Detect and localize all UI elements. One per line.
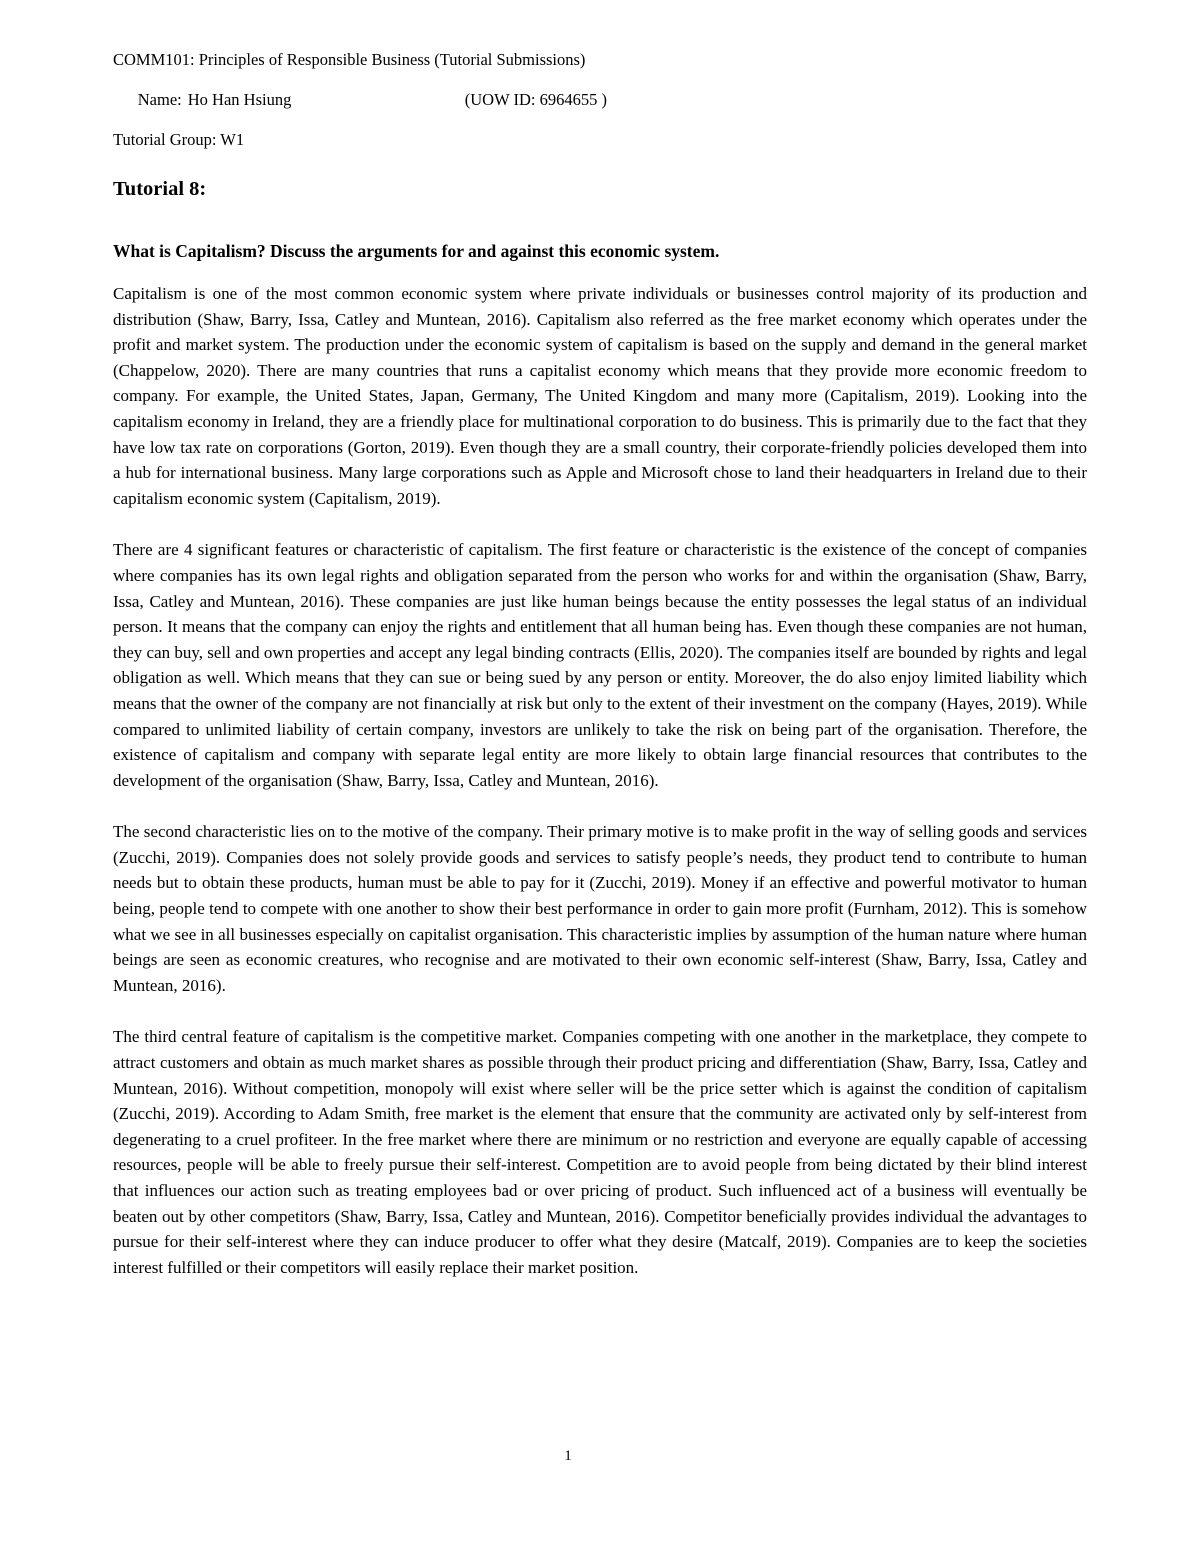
- paragraph-second-characteristic: The second characteristic lies on to the motive of the company. Their primary motive is to make profit in the way of selling goods and services (Zucchi, 2019). Companies does not solely provide goods and services to satisfy people’s needs, they product tend to contribute to human needs but to obtain these products, human must be able to pay for it (Zucchi, 2019). Money if an effective and powerful motivator to human being, people tend to compete with one another to show their best performance in order to gain more profit (Furnham, 2012). This is somehow what we see in all businesses especially on capitalist organisation. This characteristic implies by assumption of the human nature where human beings are seen as economic creatures, who recognise and are motivated to their own economic self-interest (Shaw, Barry, Issa, Catley and Muntean, 2016).: [113, 822, 1087, 995]
- name-label: Name:: [137, 90, 182, 109]
- page-number: 1: [564, 1448, 572, 1464]
- tutorial-group-line: Tutorial Group: W1: [113, 130, 245, 149]
- paragraph-intro-capitalism: Capitalism is one of the most common economic system where private individuals or businesses control majority of its production and distribution (Shaw, Barry, Issa, Catley and Muntean, 2016). Capitalism also referred as the free market economy which operates under the profit and market system. The production under the economic system of capitalism is based on the supply and demand in the general market (Chappelow, 2020). There are many countries that runs a capitalist economy which means that they provide more economic freedom to company. For example, the United States, Japan, Germany, The United Kingdom and many more (Capitalism, 2019). Looking into the capitalism economy in Ireland, they are a friendly place for multinational corporation to do business. This is primarily due to the fact that they have low tax rate on corporations (Gorton, 2019). Even though they are a small country, their corporate-friendly policies developed them into a hub for international business. Many large corporations such as Apple and Microsoft chose to land their headquarters in Ireland due to their capitalism economic system (Capitalism, 2019).: [113, 284, 1087, 508]
- course-title-line: COMM101: Principles of Responsible Business (Tutorial Submissions): [113, 50, 586, 69]
- document-title: Tutorial 8:: [113, 178, 207, 200]
- paragraph-third-characteristic: The third central feature of capitalism is the competitive market. Companies competing with one another in the marketplace, they compete to attract customers and obtain as much market shares as possible through their product pricing and differentiation (Shaw, Barry, Issa, Catley and Muntean, 2016). Without competition, monopoly will exist where seller will be the price setter which is against the condition of capitalism (Zucchi, 2019). According to Adam Smith, free market is the element that ensure that the community are activated only by self-interest from degenerating to a cruel profiteer. In the free market where there are minimum or no restriction and everyone are equally capable of accessing resources, people will be able to freely pursue their self-interest. Competition are to avoid people from being dictated by their blind interest that influences our action such as treating employees bad or over pricing of product. Such influenced act of a business will eventually be beaten out by other competitors (Shaw, Barry, Issa, Catley and Muntean, 2016). Competitor beneficially provides individual the advantages to pursue for their self-interest where they can induce producer to offer what they desire (Matcalf, 2019). Companies are to keep the societies interest fulfilled or their competitors will easily replace their market position.: [113, 1027, 1087, 1277]
- document-header: [113, 50, 1087, 150]
- uow-id: (UOW ID: 6964655 ): [464, 90, 607, 109]
- essay-body: [113, 281, 1087, 1280]
- essay-question-heading: What is Capitalism? Discuss the arguments for and against this economic system.: [113, 241, 720, 261]
- name-value: Ho Han Hsiung: [187, 90, 292, 109]
- paragraph-first-characteristic: There are 4 significant features or characteristic of capitalism. The first feature or characteristic is the existence of the concept of companies where companies has its own legal rights and obligation separated from the person who works for and within the organisation (Shaw, Barry, Issa, Catley and Muntean, 2016). These companies are just like human beings because the entity possesses the legal status of an individual person. It means that the company can enjoy the rights and entitlement that all human being has. Even though these companies are not human, they can buy, sell and own properties and accept any legal binding contracts (Ellis, 2020). The companies itself are bounded by rights and legal obligation as well. Which means that they can sue or being sued by any person or entity. Moreover, the do also enjoy limited liability which means that the owner of the company are not financially at risk but only to the extent of their investment on the company (Hayes, 2019). While compared to unlimited liability of certain company, investors are unlikely to take the risk on being part of the organisation. Therefore, the existence of capitalism and company with separate legal entity are more likely to obtain large financial resources that contributes to the development of the organisation (Shaw, Barry, Issa, Catley and Muntean, 2016).: [113, 540, 1087, 790]
- name-line: [113, 70, 1087, 130]
